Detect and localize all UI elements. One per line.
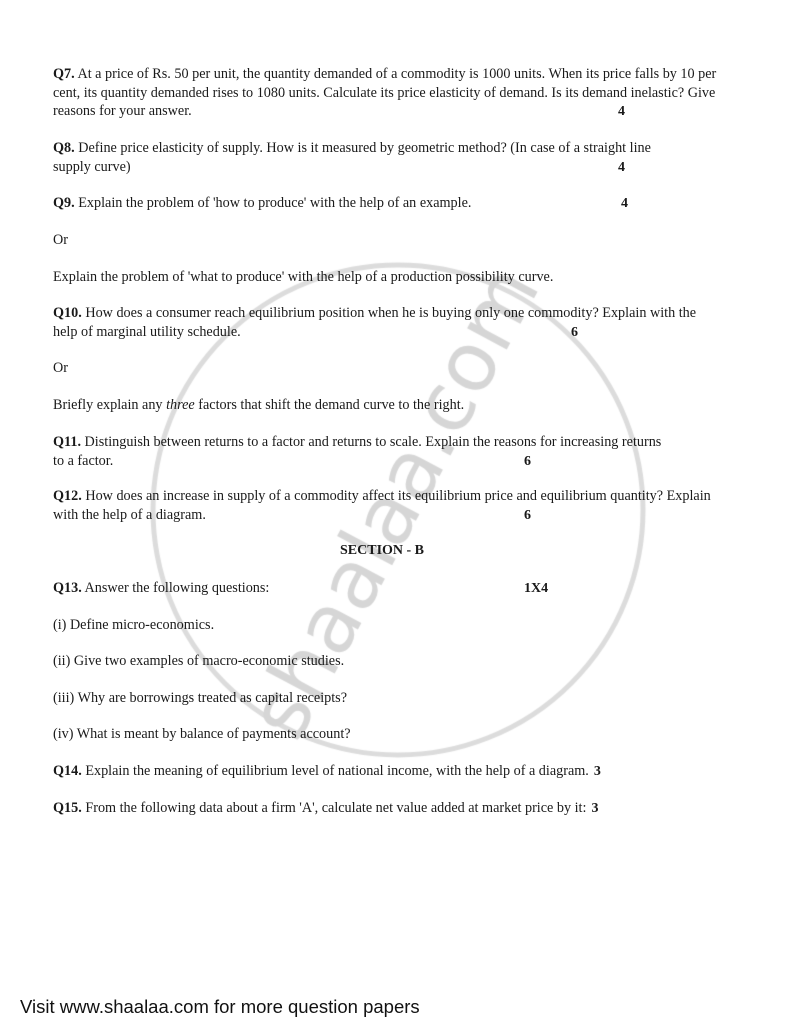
marks: 3 [593, 764, 601, 779]
question-q8 [53, 139, 668, 177]
question-q7 [53, 65, 733, 122]
marks: 6 [571, 324, 578, 340]
marks: 4 [621, 196, 628, 211]
question-q9 [53, 194, 733, 214]
question-q12 [53, 487, 713, 525]
question-q11 [53, 433, 663, 471]
sub-question: (iii) Why are borrowings treated as capital receipts? [53, 690, 348, 706]
question-text: From the following data about a firm 'A', calculate net value added at market price by it: [81, 800, 587, 816]
question-q14 [53, 762, 773, 782]
question-number: Q14. [53, 763, 82, 779]
marks: 1X4 [524, 581, 549, 596]
question-text: Answer the following questions: [81, 580, 270, 596]
question-text: Explain the meaning of equilibrium level of national income, with the help of a diagram. [81, 763, 589, 779]
question-text: How does a consumer reach equilibrium position when he is buying only one commodity? Explain with the help of marginal utility schedule. [53, 305, 697, 340]
marks: 6 [524, 507, 531, 523]
question-number: Q10. [53, 305, 82, 321]
question-number: Q7. [53, 66, 75, 82]
question-text: At a price of Rs. 50 per unit, the quantity demanded of a commodity is 1000 units. When its price falls by 10 per cent, its quantity demanded rises to 1080 units. Calculate its price elasticity of demand. Is its demand inelastic? Give reasons for your answer. [53, 66, 717, 119]
sub-question: (iv) What is meant by balance of payments account? [53, 726, 351, 742]
question-text: factors that shift the demand curve to the right. [194, 397, 465, 413]
question-q13 [53, 579, 733, 599]
or-label: Or [53, 360, 68, 376]
question-number: Q11. [53, 434, 81, 450]
sub-question: (i) Define micro-economics. [53, 617, 215, 633]
emphasis: three [166, 397, 195, 413]
question-number: Q12. [53, 488, 82, 504]
question-text: Distinguish between returns to a factor and returns to scale. Explain the reasons for increasing returns to a factor. [53, 434, 662, 469]
marks: 3 [591, 801, 599, 816]
question-q15 [53, 799, 773, 819]
question-text: Explain the problem of 'how to produce' with the help of an example. [74, 195, 472, 211]
question-number: Q15. [53, 800, 82, 816]
question-text: Define price elasticity of supply. How is it measured by geometric method? (In case of a straight line supply curve) [53, 140, 651, 175]
question-number: Q13. [53, 580, 82, 596]
marks: 4 [618, 104, 625, 119]
question-text: Briefly explain any [53, 397, 167, 413]
question-q10 [53, 304, 703, 342]
question-number: Q8. [53, 140, 75, 156]
question-number: Q9. [53, 195, 75, 211]
or-label: Or [53, 232, 68, 248]
question-q10-alt [53, 396, 733, 415]
marks: 6 [524, 453, 531, 469]
section-heading: SECTION - B [340, 543, 425, 558]
footer-text: Visit www.shaalaa.com for more question papers [20, 996, 420, 1017]
question-q9-alt: Explain the problem of 'what to produce' with the help of a production possibility curve. [53, 269, 554, 285]
marks: 4 [618, 159, 625, 175]
question-text: How does an increase in supply of a commodity affect its equilibrium price and equilibrium quantity? Explain with the help of a diagram. [53, 488, 711, 523]
sub-question: (ii) Give two examples of macro-economic studies. [53, 653, 345, 669]
